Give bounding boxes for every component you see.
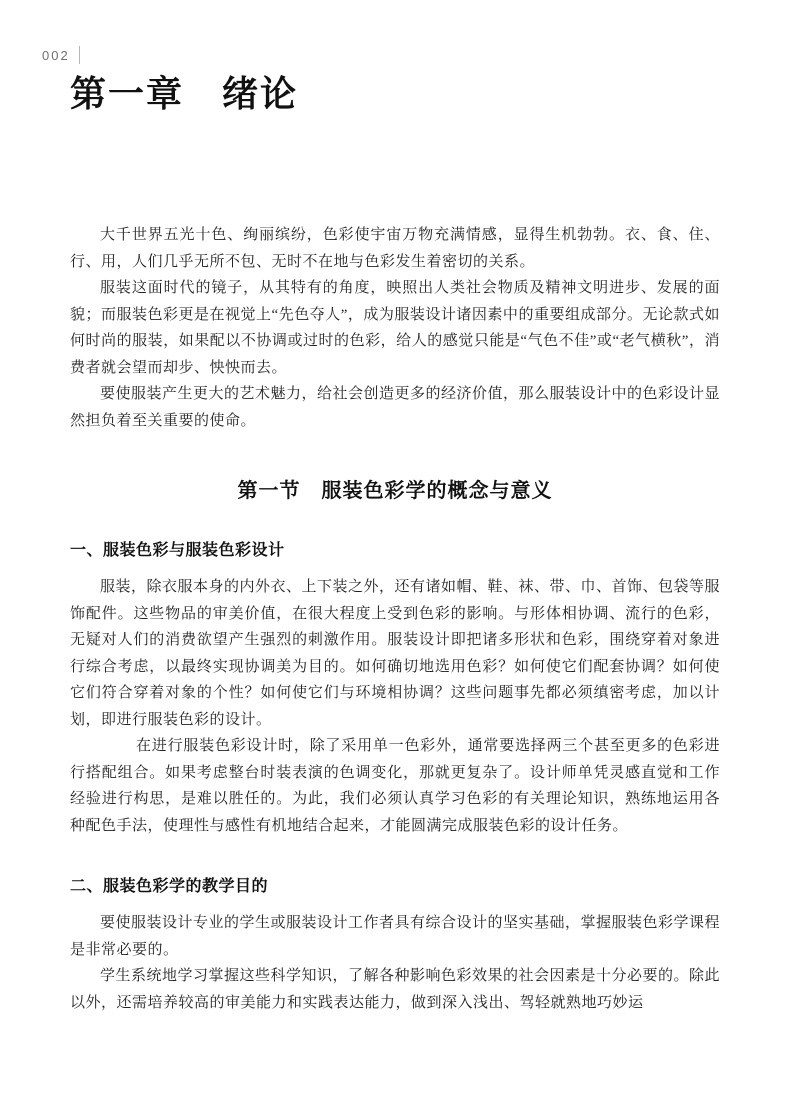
chapter-title: 第一章 绪论 bbox=[70, 74, 299, 114]
page-header bbox=[42, 46, 80, 64]
intro-paragraph-2: 服装这面时代的镜子，从其特有的角度，映照出人类社会物质及精神文明进步、发展的面貌；而服装色彩更是在视觉上“先色夺人”，成为服装设计诸因素中的重要组成部分。无论款式如何时尚的服装，如果配以不协调或过时的色彩，给人的感觉只能是“气色不佳”或“老气横秋”，消费者就会望而却步、怏怏而去。 bbox=[70, 280, 720, 376]
intro-paragraph-1: 大千世界五光十色、绚丽缤纷，色彩使宇宙万物充满情感，显得生机勃勃。衣、食、住、行、用，人们几乎无所不包、无时不在地与色彩发生着密切的关系。 bbox=[70, 227, 720, 270]
subsection-heading-1: 一、服装色彩与服装色彩设计 bbox=[70, 542, 285, 560]
section-title: 第一节 服装色彩学的概念与意义 bbox=[237, 480, 553, 503]
intro-paragraph-3: 要使服装产生更大的艺术魅力，给社会创造更多的经济价值，那么服装设计中的色彩设计显然担负着至关重要的使命。 bbox=[70, 386, 721, 429]
subsection-2-paragraph-2: 学生系统地学习掌握这些科学知识，了解各种影响色彩效果的社会因素是十分必要的。除此以外，还需培养较高的审美能力和实践表达能力，做到深入浅出、驾轻就熟地巧妙运 bbox=[70, 968, 721, 1011]
subsection-1-paragraph-1: 服装，除衣服本身的内外衣、上下装之外，还有诸如帽、鞋、袜、带、巾、首饰、包袋等服饰配件。这些物品的审美价值，在很大程度上受到色彩的影响。与形体相协调、流行的色彩，无疑对人们的消费欲望产生强烈的刺激作用。服装设计即把诸多形状和色彩，围绕穿着对象进行综合考虑，以最终实现协调美为目的。如何确切地选用色彩？如何使它们配套协调？如何使它们符合穿着对象的个性？如何使它们与环境相协调？这些问题事先都必须缜密考虑，加以计划，即进行服装色彩的设计。 bbox=[70, 579, 721, 728]
chapter-intro bbox=[70, 222, 720, 434]
subsection-1 bbox=[70, 537, 720, 839]
subsection-heading-2: 二、服装色彩学的教学目的 bbox=[70, 878, 269, 896]
subsection-2-paragraph-1: 要使服装设计专业的学生或服装设计工作者具有综合设计的坚实基础，掌握服装色彩学课程是非常必要的。 bbox=[70, 915, 721, 958]
page-number: 002 bbox=[42, 47, 70, 63]
subsection-2 bbox=[70, 873, 720, 1016]
page-number-divider bbox=[79, 46, 80, 64]
subsection-1-paragraph-2: 在进行服装色彩设计时，除了采用单一色彩外，通常要选择两三个甚至更多的色彩进行搭配组合。如果考虑整台时装表演的色调变化，那就更复杂了。设计师单凭灵感直觉和工作经验进行构思，是难以胜任的。为此，我们必须认真学习色彩的有关理论知识，熟练地运用各种配色手法，使理性与感性有机地结合起来，才能圆满完成服装色彩的设计任务。 bbox=[70, 738, 720, 834]
